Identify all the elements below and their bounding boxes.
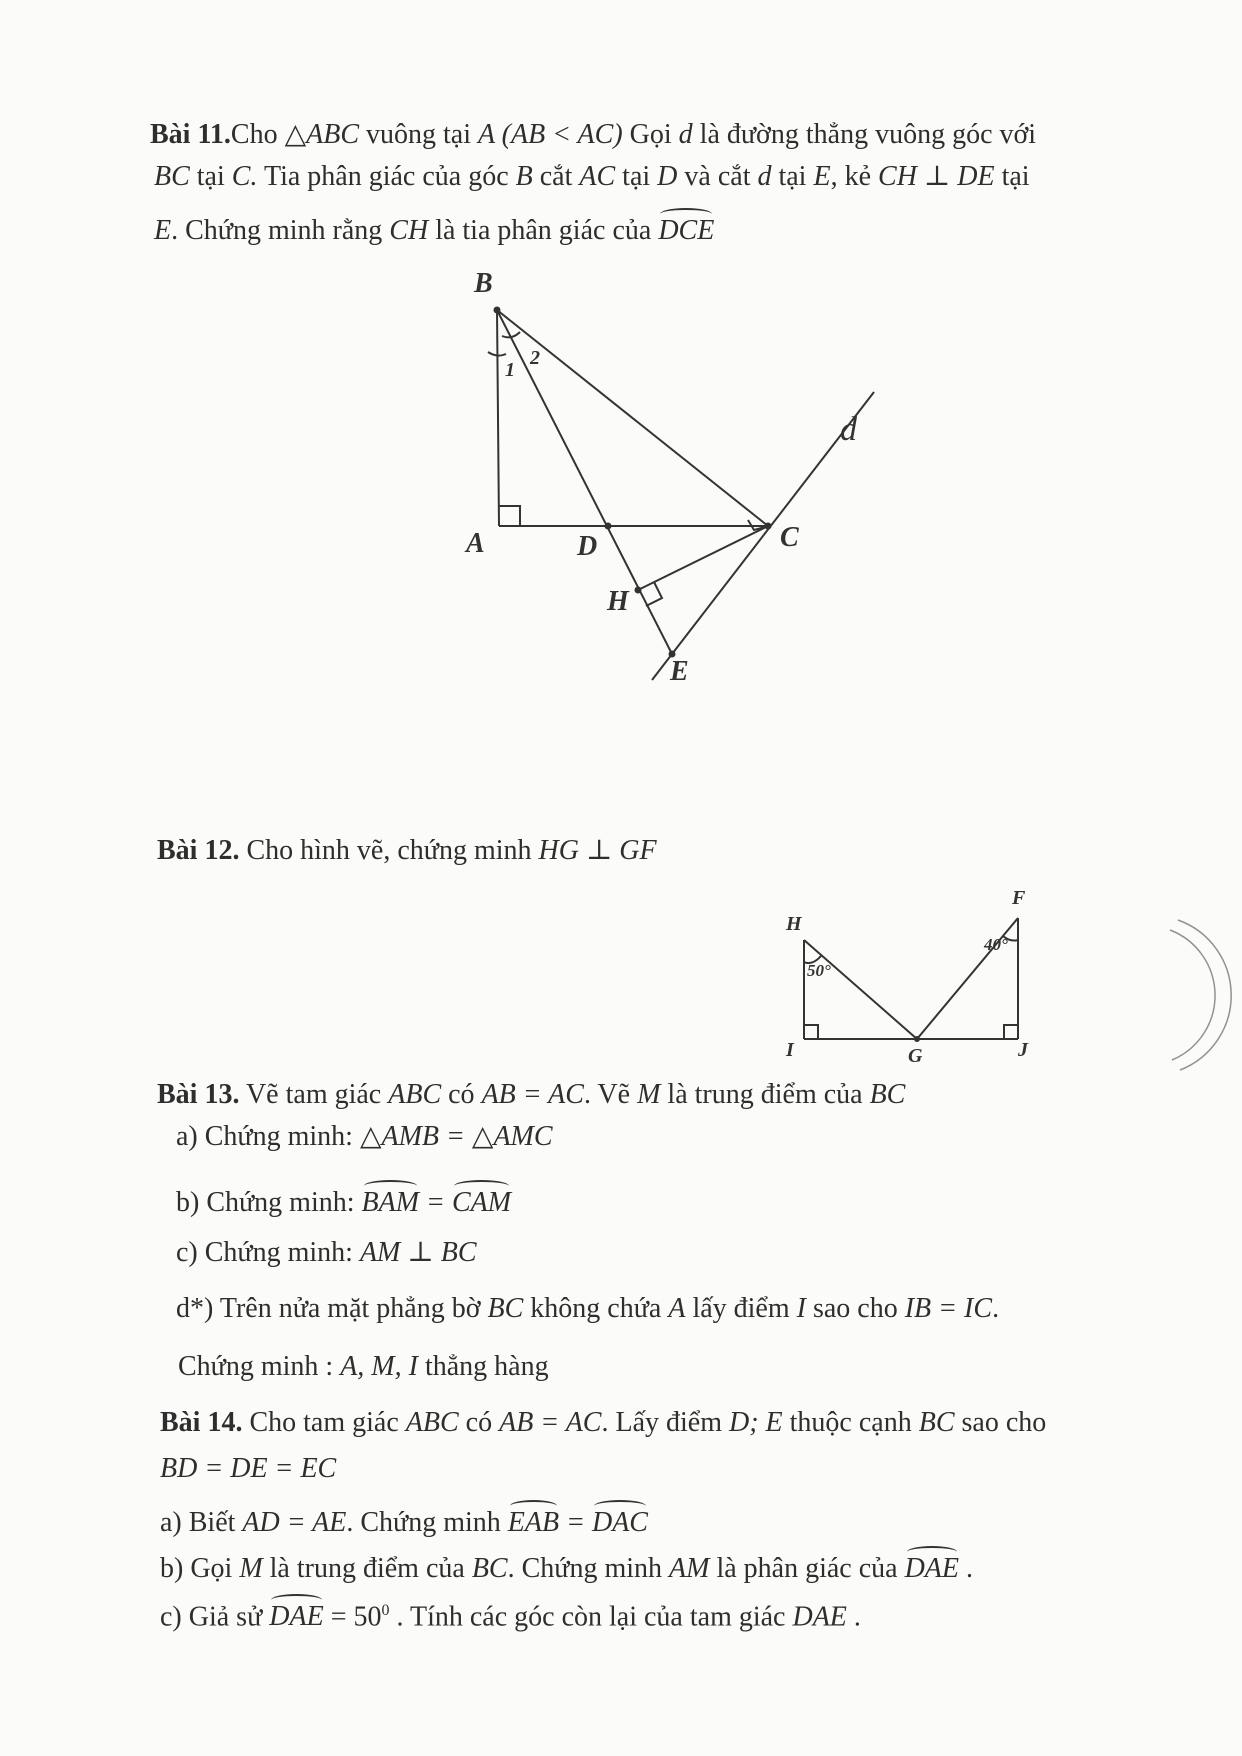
text: là trung điểm của [262,1553,472,1584]
text: vuông tại [359,119,479,150]
angle-eab: EAB [508,1500,559,1540]
text: a) Chứng minh: [176,1121,360,1152]
text: Vẽ tam giác [239,1079,389,1110]
math: D [657,161,678,192]
math: BC [471,1553,508,1584]
angle-cam: CAM [452,1180,511,1220]
text: thuộc cạnh [782,1407,919,1438]
math: A, M, I [340,1351,418,1382]
math: C. [231,161,258,192]
label-f2: F [1012,887,1026,909]
text: là đường thẳng vuông góc với [692,119,1037,150]
text: c) Giả sử [160,1601,270,1633]
label-b: B [474,268,493,299]
math: IB = IC [904,1293,993,1324]
math: △ABC [284,119,360,150]
math: A [478,119,495,150]
text: . Lấy điểm [601,1407,729,1438]
math: I [796,1293,806,1324]
math: BC [487,1293,524,1324]
math: CH [389,215,429,246]
math: M [637,1079,661,1110]
math: HG ⊥ GF [538,835,657,866]
angle-dae: DAE [269,1594,323,1634]
angle-dae: DAE [905,1546,959,1586]
label-e: E [670,656,689,687]
text: là trung điểm của [660,1079,870,1110]
text: a) Biết [160,1507,243,1538]
label-a: A [466,528,485,559]
math: A [668,1293,686,1324]
text: . Chứng minh rằng [171,215,390,246]
text: không chứa [523,1293,669,1324]
b11-title: Bài 11. [150,119,231,150]
text: , kẻ [830,161,879,192]
text: . Chứng minh [507,1553,670,1584]
label-j2: J [1018,1039,1028,1061]
math: = [559,1507,592,1538]
math: ABC [405,1407,459,1438]
text: lấy điểm [685,1293,797,1324]
text: Chứng minh : [178,1351,341,1382]
math: d [757,161,772,192]
math: AD = AE [242,1507,347,1538]
text: sao cho [954,1407,1047,1438]
angle-dac: DAC [592,1500,648,1540]
text: tại [189,161,232,192]
text: . Tính các góc còn lại của tam giác [389,1601,793,1633]
label-angle-50: 50° [807,961,831,980]
math: d [678,119,693,150]
label-d: D [577,531,598,562]
math: ABC [388,1079,442,1110]
math: BC [918,1407,955,1438]
math: DAE [792,1601,847,1633]
math: = 50 [323,1601,382,1633]
math: BD = DE = EC [160,1453,337,1484]
math: AM ⊥ BC [359,1237,477,1268]
text: sao cho [805,1293,905,1324]
label-g2: G [908,1045,923,1067]
text: Cho tam giác [242,1407,406,1438]
math: AB = AC [499,1407,602,1438]
text: . Vẽ [583,1079,638,1110]
math: (AB < AC) [494,119,623,150]
text: d*) Trên nửa mặt phẳng bờ [176,1293,488,1324]
label-i2: I [786,1039,794,1061]
math: CH ⊥ DE [878,161,995,192]
text: Gọi [622,119,679,150]
math: △AMB = △AMC [359,1121,553,1152]
math: D; E [729,1407,783,1438]
degree-superscript: 0 [381,1602,390,1619]
label-c: C [780,522,799,553]
math: M [239,1553,263,1584]
math: = [419,1187,452,1218]
text: tại [994,161,1030,192]
text: c) Chứng minh: [176,1237,360,1268]
math: AB = AC [481,1079,584,1110]
label-h: H [607,586,629,617]
math: BC [869,1079,906,1110]
text: là tia phân giác của [428,215,659,246]
text: tại [771,161,814,192]
b14-title: Bài 14. [160,1407,243,1438]
text: thẳng hàng [417,1351,549,1382]
label-angle-1: 1 [505,359,515,381]
math: B [515,161,533,192]
text: Cho [230,119,285,150]
text: . [959,1553,974,1584]
angle-dce: DCE [658,208,714,248]
math: BC [154,161,190,192]
text: có [458,1407,500,1438]
label-angle-2: 2 [530,347,540,369]
label-h2: H [786,913,802,935]
text: cắt [532,161,580,192]
text: b) Chứng minh: [176,1187,362,1218]
text: . [846,1601,861,1633]
math: E [813,161,831,192]
text: tại [615,161,658,192]
b13-title: Bài 13. [157,1079,240,1110]
text: có [441,1079,482,1110]
label-d-line: d [840,411,857,448]
angle-bam: BAM [362,1180,420,1220]
math: E [154,215,172,246]
b12-title: Bài 12. [157,835,240,866]
text: . [992,1293,1000,1324]
text: b) Gọi [160,1553,240,1584]
text: Cho hình vẽ, chứng minh [239,835,539,866]
label-angle-40: 40° [984,935,1008,954]
text: . Chứng minh [346,1507,508,1538]
text: là phân giác của [709,1553,905,1584]
math: AC [579,161,616,192]
text: và cắt [677,161,758,192]
math: AM [669,1553,710,1584]
text: Tia phân giác của góc [257,161,516,192]
